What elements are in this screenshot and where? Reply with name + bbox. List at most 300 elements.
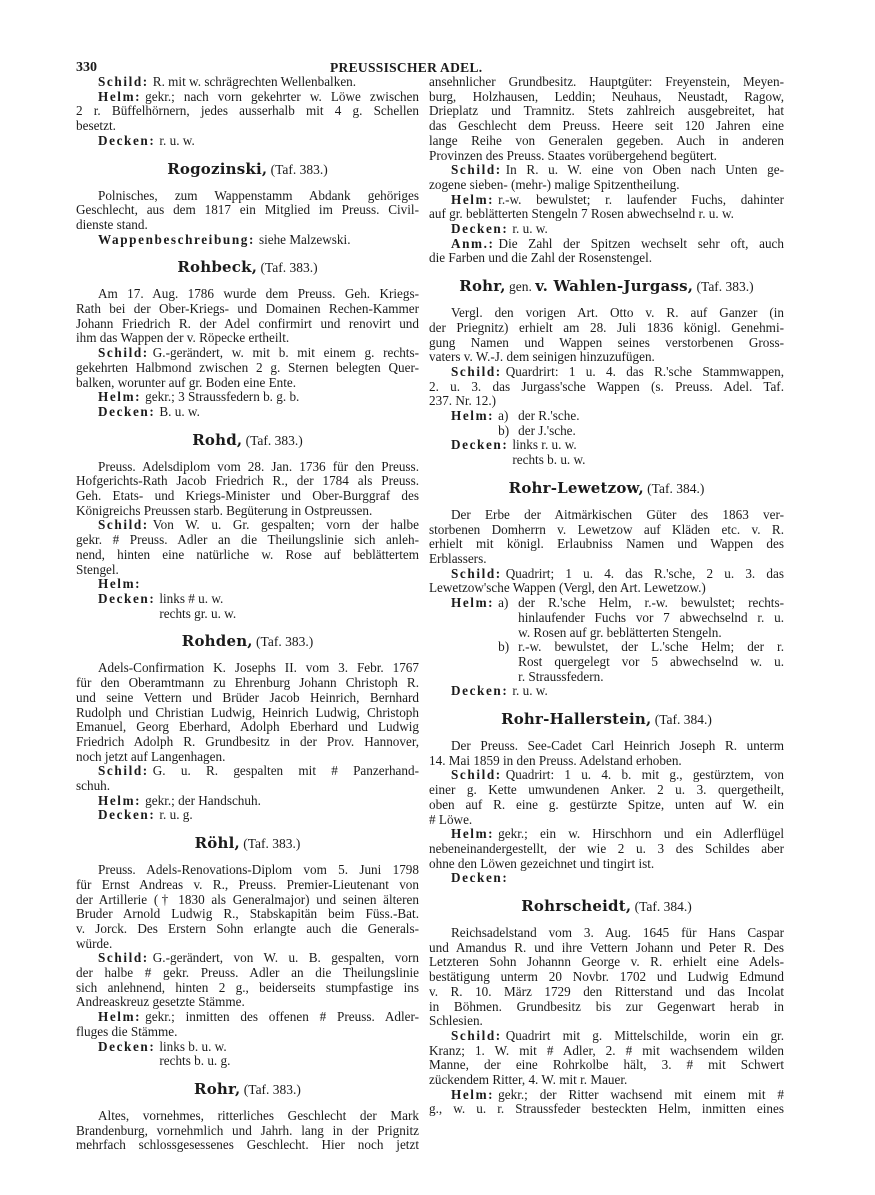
text-line: [429, 1014, 784, 1029]
list-items: [498, 596, 784, 684]
field-label: Decken:: [98, 403, 156, 419]
text-line: [429, 306, 784, 321]
list-items: [498, 409, 784, 438]
field-label: Helm:: [451, 1086, 495, 1102]
line-text: einer g. Kette umwundenen Anker. 2 u. 3. quergetheilt,: [429, 782, 784, 798]
line-text: Quadrirt; 1 u. 4. das R.'sche, 2 u. 3. das: [505, 565, 784, 581]
text-line: [76, 518, 419, 533]
line-text: auf gr. beblätterten Stengeln 7 Rosen abwechselnd r. u. w.: [429, 206, 734, 222]
line-text: gekr. # Preuss. Adler an die Theilungslinie sich anleh-: [76, 532, 419, 548]
text-line: [429, 1029, 784, 1044]
line-text: die Farben und die Zahl der Rosenstengel.: [429, 250, 653, 266]
text-line: [429, 134, 784, 149]
blazon-field: [76, 808, 419, 823]
item-lines: [159, 1054, 419, 1069]
line-text: in Böhmen. Grundbesitz bis zur Gegenwart herab in: [429, 998, 784, 1014]
text-line: [76, 460, 419, 475]
text-line: [76, 563, 419, 578]
blazon-field: [76, 1010, 419, 1039]
line-text: links b. u. w.: [159, 1038, 227, 1054]
list-item: [159, 1040, 419, 1055]
field-label: Helm:: [98, 576, 142, 592]
line-text: Adels-Confirmation K. Josephs II. vom 3. Febr. 1767: [98, 660, 419, 676]
field-label: Decken:: [451, 437, 509, 453]
item-lines: [512, 453, 784, 468]
field-label: Wappenbeschreibung:: [98, 231, 255, 247]
text-line: [76, 863, 419, 878]
text-line: [429, 926, 784, 941]
text-line: [76, 878, 419, 893]
text-line: [429, 90, 784, 105]
text-line: [76, 661, 419, 676]
text-line: [518, 596, 784, 611]
text-line: [76, 489, 419, 504]
text-line: [518, 424, 784, 439]
line-text: G.-gerändert, w. mit b. mit einem g. rechts-: [152, 345, 419, 361]
entry-heading: [76, 431, 419, 450]
line-text: 14. Mai 1859 in den Preuss. Adelstand erhoben.: [429, 752, 682, 768]
line-text: Der Preuss. See-Cadet Carl Heinrich Joseph R. unterm: [451, 738, 784, 754]
text-line: [76, 720, 419, 735]
paragraph: [429, 508, 784, 567]
text-line: [429, 1000, 784, 1015]
field-label: Schild:: [451, 565, 502, 581]
text-line: [429, 871, 784, 886]
text-line: [76, 346, 419, 361]
field-label: Decken:: [98, 1038, 156, 1054]
blazon-field: [76, 518, 419, 577]
text-line: [76, 1124, 419, 1139]
entry-heading: [76, 160, 419, 179]
paragraph: [76, 661, 419, 764]
entry-heading: [429, 277, 784, 296]
line-text: burg, Holzhausen, Leddin; Neuhaus, Neustadt, Ragow,: [429, 88, 784, 104]
field-label: Schild:: [451, 1027, 502, 1043]
line-text: Schlesien.: [429, 1013, 483, 1029]
line-text: Geschlecht, aus dem 1817 ein Mitglied im Preuss. Civil-: [76, 202, 419, 218]
line-text: fluges die Stämme.: [76, 1023, 178, 1039]
family-name: Rohrscheidt,: [521, 897, 632, 916]
list-item: [512, 453, 784, 468]
line-text: w. Rosen auf gr. beblätterten Stengeln.: [518, 624, 722, 640]
blazon-field: [76, 346, 419, 390]
item-lines: [518, 409, 784, 424]
line-text: Johann Friedrich R. der Adel confirmirt und renovirt und: [76, 315, 419, 331]
family-name: Rohr-Lewetzow,: [508, 478, 644, 497]
text-line: [429, 827, 784, 842]
text-line: [76, 794, 419, 809]
left-column: [76, 75, 419, 1153]
list-item: [159, 1054, 419, 1069]
text-line: [429, 985, 784, 1000]
text-line: [518, 611, 784, 626]
paragraph: [429, 306, 784, 365]
field-label: Helm:: [451, 408, 495, 424]
line-text: für Ernst Andreas v. R., Preuss. Premier-Lieutenant von: [76, 876, 419, 892]
line-text: zogene sieben- (mehr-) malige Spitzentheilung.: [429, 176, 680, 192]
paragraph: [429, 75, 784, 163]
line-text: gekehrten Halbmond zwischen 2 g. Sternen belegten Quer-: [76, 359, 419, 375]
line-text: dienste stand.: [76, 216, 148, 232]
entry-heading: [76, 632, 419, 651]
blazon-list: [429, 596, 784, 684]
line-text: schuh.: [76, 778, 111, 794]
text-line: [76, 533, 419, 548]
line-text: Vergl. den vorigen Art. Otto v. R. auf Ganzer (in: [451, 305, 784, 321]
line-text: besetzt.: [76, 118, 116, 134]
text-line: [76, 735, 419, 750]
line-text: noch jetzt auf Langenhagen.: [76, 748, 226, 764]
line-text: 2. u. 3. das Jurgass'sche Wappen (s. Preuss. Adel. Taf.: [429, 378, 784, 394]
right-column: [429, 75, 784, 1117]
field-label: Helm:: [451, 595, 495, 611]
list-item: [498, 424, 784, 439]
text-line: [76, 1025, 419, 1040]
line-text: der halbe # gekr. Preuss. Adler an die Theilungslinie: [76, 965, 419, 981]
text-line: [429, 178, 784, 193]
family-name: Rohd,: [192, 430, 243, 449]
family-name: Rohr,: [459, 277, 506, 296]
line-text: r.-w. bewulstet, der L.'sche Helm; der r.: [518, 639, 784, 655]
plate-reference: (Taf. 384.): [634, 899, 692, 915]
line-text: nebeneinandergestellt, der wie 2 u. 3 des Schildes aber: [429, 840, 784, 856]
blazon-list: [429, 409, 784, 438]
text-line: [76, 779, 419, 794]
blazon-field: [429, 237, 784, 266]
plate-reference: (Taf. 383.): [270, 161, 328, 177]
text-line: [429, 684, 784, 699]
text-line: [76, 287, 419, 302]
text-line: [429, 813, 784, 828]
blazon-field: [76, 134, 419, 149]
line-text: r. u. w.: [512, 221, 548, 237]
text-line: [159, 607, 419, 622]
field-label: Schild:: [98, 74, 149, 89]
text-line: [76, 233, 419, 248]
line-text: ohne den Löwen gezeichnet und tingirt ist.: [429, 855, 655, 871]
line-text: Der Erbe der Aitmärkischen Güter des 1863 ver-: [451, 506, 784, 522]
field-label: Helm:: [451, 191, 495, 207]
text-line: [76, 577, 419, 592]
text-line: [76, 808, 419, 823]
line-text: Manne, der eine Rohrkolbe hält, 3. # mit Schwert: [429, 1057, 784, 1073]
text-line: [76, 1109, 419, 1124]
line-text: Die Zahl der Spitzen wechselt sehr oft, auch: [498, 235, 784, 251]
line-text: gekr.; ein w. Hirschhorn und ein Adlerflügel: [498, 826, 784, 842]
list-item: [159, 607, 419, 622]
line-text: sich anlehnend, hinten 2 g., beiderseits stumpfastige ins: [76, 979, 419, 995]
blazon-field: [76, 951, 419, 1010]
text-line: [429, 508, 784, 523]
blazon-list: [429, 438, 784, 467]
text-line: [76, 189, 419, 204]
line-text: r. u. w.: [512, 683, 548, 699]
line-text: nend, hinten eine natürliche w. Rose auf beblättertem: [76, 546, 419, 562]
text-line: [76, 75, 419, 90]
line-text: mehrfach schlossgesessenes Geschlecht. Hier noch jetzt: [76, 1137, 419, 1153]
line-text: g., w. u. r. Straussfeder besteckten Helm, inmitten eines: [429, 1101, 784, 1117]
list-item: [498, 640, 784, 684]
field-label: Schild:: [451, 363, 502, 379]
line-text: für den Oberamtmann zu Ehrenburg Johann Christoph R.: [76, 675, 419, 691]
line-text: Preuss. Adelsdiplom vom 28. Jan. 1736 für den Preuss.: [98, 458, 419, 474]
line-text: Quadrirt: 1 u. 4. b. mit g., gestürztem, von: [505, 767, 784, 783]
line-text: rechts b. u. g.: [159, 1053, 231, 1069]
text-line: [76, 951, 419, 966]
text-line: [76, 706, 419, 721]
line-text: Kranz; 1. W. mit # Adler, 2. # mit wachsendem wilden: [429, 1042, 784, 1058]
text-line: [76, 750, 419, 765]
line-text: balken, worunter auf gr. Boden eine Ente.: [76, 374, 297, 390]
field-label: Decken:: [451, 221, 509, 237]
line-text: würde.: [76, 935, 113, 951]
text-line: [518, 670, 784, 685]
line-text: Andreaskreuz gesetzte Stämme.: [76, 994, 245, 1010]
text-line: [76, 203, 419, 218]
field-label: Decken:: [451, 870, 509, 886]
line-text: der Artillerie († 1830 als Generalmajor) und seinen älteren: [76, 891, 419, 907]
blazon-field: [429, 222, 784, 237]
text-line: [429, 581, 784, 596]
text-line: [429, 783, 784, 798]
plate-reference: (Taf. 383.): [243, 836, 301, 852]
line-text: Brandenburg, vornehmlich und Jahrh. lang in der Prignitz: [76, 1122, 419, 1138]
field-label: Schild:: [98, 517, 149, 533]
text-line: [76, 390, 419, 405]
text-line: [429, 537, 784, 552]
line-text: Erblassers.: [429, 550, 487, 566]
paragraph: [76, 287, 419, 346]
line-text: # Löwe.: [429, 811, 473, 827]
line-text: gekr.; 3 Straussfedern b. g. b.: [145, 389, 300, 405]
text-line: [429, 857, 784, 872]
blazon-field: [76, 233, 419, 248]
text-line: [429, 523, 784, 538]
line-text: Altes, vornehmes, ritterliches Geschlecht der Mark: [98, 1107, 419, 1123]
text-line: [518, 655, 784, 670]
text-line: [76, 104, 419, 119]
line-text: bestätigung unterm 20 Novbr. 1702 und Ludwig Edmund: [429, 969, 784, 985]
text-line: [76, 1138, 419, 1153]
line-text: B. u. w.: [159, 403, 200, 419]
blazon-field: [429, 768, 784, 827]
line-text: Bruder Arnold Ludwig R., Stabskapitän beim Füss.-Bat.: [76, 906, 419, 922]
text-line: [429, 336, 784, 351]
plate-reference: (Taf. 383.): [696, 279, 754, 295]
plate-reference: (Taf. 383.): [256, 634, 314, 650]
text-line: [518, 409, 784, 424]
text-line: [429, 768, 784, 783]
list-items: [159, 1040, 419, 1069]
line-text: v. Jorck. Des Erstern Sohn erlangte auch die Generals-: [76, 920, 419, 936]
blazon-field: [76, 405, 419, 420]
item-marker: a): [498, 408, 509, 424]
blazon-field: [429, 1088, 784, 1117]
line-text: der Priegnitz) erhielt am 28. Juli 1836 königl. Genehmi-: [429, 319, 784, 335]
line-text: R. mit w. schrägrechten Wellenbalken.: [152, 74, 357, 89]
item-lines: [159, 607, 419, 622]
paragraph: [429, 926, 784, 1029]
line-text: 237. Nr. 12.): [429, 393, 497, 409]
line-text: rechts gr. u. w.: [159, 605, 237, 621]
line-text: Von W. u. Gr. gespalten; vorn der halbe: [152, 517, 419, 533]
plate-reference: (Taf. 384.): [647, 480, 705, 496]
field-label: Schild:: [451, 767, 502, 783]
field-label: Decken:: [451, 683, 509, 699]
line-text: Königreichs Preussen starb. Begüterung in Ostpreussen.: [76, 502, 373, 518]
entry-heading: [429, 710, 784, 729]
text-line: [429, 119, 784, 134]
line-text: der J.'sche.: [518, 422, 576, 438]
text-line: [159, 592, 419, 607]
text-line: [429, 222, 784, 237]
line-text: r. u. w.: [159, 132, 195, 148]
blazon-field: [76, 90, 419, 134]
text-line: [76, 361, 419, 376]
item-lines: [518, 424, 784, 439]
item-lines: [159, 592, 419, 607]
text-line: [429, 237, 784, 252]
line-text: links # u. w.: [159, 590, 224, 606]
line-text: gung Namen und Wappen seines verstorbenen Gross-: [429, 334, 784, 350]
family-name: Rogozinski,: [167, 159, 268, 178]
text-line: [429, 739, 784, 754]
text-line: [429, 1058, 784, 1073]
line-text: Preuss. Adels-Renovations-Diplom vom 5. Juni 1798: [98, 862, 419, 878]
text-line: [429, 394, 784, 409]
plate-reference: (Taf. 383.): [245, 432, 303, 448]
line-text: Provinzen des Preuss. Staates vorübergehend begütert.: [429, 147, 717, 163]
paragraph: [76, 1109, 419, 1153]
plate-reference: (Taf. 383.): [260, 260, 318, 276]
line-text: storbenen Domherrn v. Lewetzow auf Kläden etc. v. R.: [429, 521, 784, 537]
blazon-field: [429, 871, 784, 886]
blazon-list: [76, 1040, 419, 1069]
paragraph: [429, 739, 784, 768]
text-line: [429, 163, 784, 178]
family-name: Rohbeck,: [177, 258, 258, 277]
text-line: [429, 1073, 784, 1088]
line-text: v. R. 10. März 1729 den Ritterstand und das Incolat: [429, 983, 784, 999]
line-text: In R. u. W. eine von Oben nach Unten ge-: [505, 162, 784, 178]
text-line: [512, 438, 784, 453]
text-line: [429, 193, 784, 208]
text-line: [429, 207, 784, 222]
text-line: [518, 626, 784, 641]
line-text: gekr.; inmitten des offenen # Preuss. Adler-: [145, 1009, 419, 1025]
text-line: [76, 764, 419, 779]
entry-heading: [76, 834, 419, 853]
line-text: Reichsadelstand vom 3. Aug. 1645 für Hans Caspar: [451, 925, 784, 941]
line-text: Rath bei der Ober-Kriegs- und Domainen Rechen-Kammer: [76, 301, 419, 317]
plate-reference: gen.: [509, 279, 532, 295]
text-line: [429, 75, 784, 90]
blazon-field: [76, 794, 419, 809]
field-label: Helm:: [98, 792, 142, 808]
text-line: [76, 331, 419, 346]
line-text: hinlaufender Fuchs vor 7 abwechselnd r. u.: [518, 609, 784, 625]
blazon-field: [429, 365, 784, 409]
line-text: und Amandus R. und ihre Vettern Johann und Peter R. Des: [429, 939, 784, 955]
field-label: Helm:: [98, 88, 142, 104]
line-text: links r. u. w.: [512, 437, 577, 453]
text-line: [76, 90, 419, 105]
text-line: [429, 149, 784, 164]
paragraph: [76, 460, 419, 519]
field-label: Schild:: [98, 950, 149, 966]
line-text: r. u. g.: [159, 807, 193, 823]
text-line: [76, 405, 419, 420]
line-text: gekr.; nach vorn gekehrter w. Löwe zwischen: [145, 88, 419, 104]
text-line: [429, 798, 784, 813]
line-text: lange Reihe von Generalen gegeben. Auch in anderen: [429, 132, 784, 148]
entry-heading: [76, 258, 419, 277]
item-marker: b): [498, 422, 510, 438]
text-line: [76, 134, 419, 149]
text-line: [429, 1088, 784, 1103]
line-text: und seine Vettern und Brüder Jacob Heinrich, Bernhard: [76, 689, 419, 705]
list-item: [512, 438, 784, 453]
item-marker: b): [498, 639, 510, 655]
line-text: der R.'sche Helm, r.-w. bewulstet; rechts-: [518, 595, 784, 611]
blazon-field: [429, 193, 784, 222]
line-text: 2 r. Büffelhörnern, jedes ausserhalb mit 4 g. Schellen: [76, 103, 419, 119]
line-text: Emanuel, Georg Eberhard, Adolph Eberhard und Ludwig: [76, 719, 419, 735]
text-line: [76, 676, 419, 691]
text-line: [512, 453, 784, 468]
text-line: [76, 1010, 419, 1025]
field-label: Schild:: [451, 162, 502, 178]
text-line: [429, 104, 784, 119]
blazon-list: [76, 592, 419, 621]
field-label: Helm:: [98, 389, 142, 405]
blazon-field: [429, 684, 784, 699]
text-line: [429, 567, 784, 582]
list-items: [159, 592, 419, 621]
field-label: Schild:: [98, 763, 149, 779]
text-line: [429, 941, 784, 956]
text-line: [159, 1054, 419, 1069]
field-label: Decken:: [98, 590, 156, 606]
line-text: das Geschlecht dem Preuss. Heere seit 120 Jahren eine: [429, 118, 784, 134]
text-line: [76, 474, 419, 489]
field-label: Helm:: [98, 1009, 142, 1025]
list-item: [159, 592, 419, 607]
line-text: Rudolph und Christian Ludwig, Heinrich Ludwig, Christoph: [76, 704, 419, 720]
text-line: [76, 966, 419, 981]
line-text: vaters v. W.-J. dem seinigen hinzuzufügen.: [429, 349, 655, 365]
line-text: Stengel.: [76, 561, 119, 577]
line-text: ansehnlicher Grundbesitz. Hauptgüter: Freyenstein, Meyen-: [429, 74, 784, 89]
plate-reference: (Taf. 383.): [243, 1081, 301, 1097]
list-item: [498, 409, 784, 424]
entry-heading: [429, 897, 784, 916]
text-line: [429, 1044, 784, 1059]
line-text: Quadrirt mit g. Mittelschilde, worin ein gr.: [505, 1027, 784, 1043]
line-text: r. Straussfedern.: [518, 668, 604, 684]
field-label: Anm.:: [451, 235, 495, 251]
line-text: Drieplatz und Tramnitz. Stets zahlreich ausgebreitet, hat: [429, 103, 784, 119]
list-items: [512, 438, 784, 467]
blazon-field: [76, 764, 419, 793]
blazon-field: [429, 163, 784, 192]
list-item: [498, 596, 784, 640]
text-line: [76, 893, 419, 908]
running-title: PREUSSISCHER ADEL.: [330, 60, 483, 75]
text-line: [159, 1040, 419, 1055]
text-line: [76, 119, 419, 134]
text-line: [429, 754, 784, 769]
